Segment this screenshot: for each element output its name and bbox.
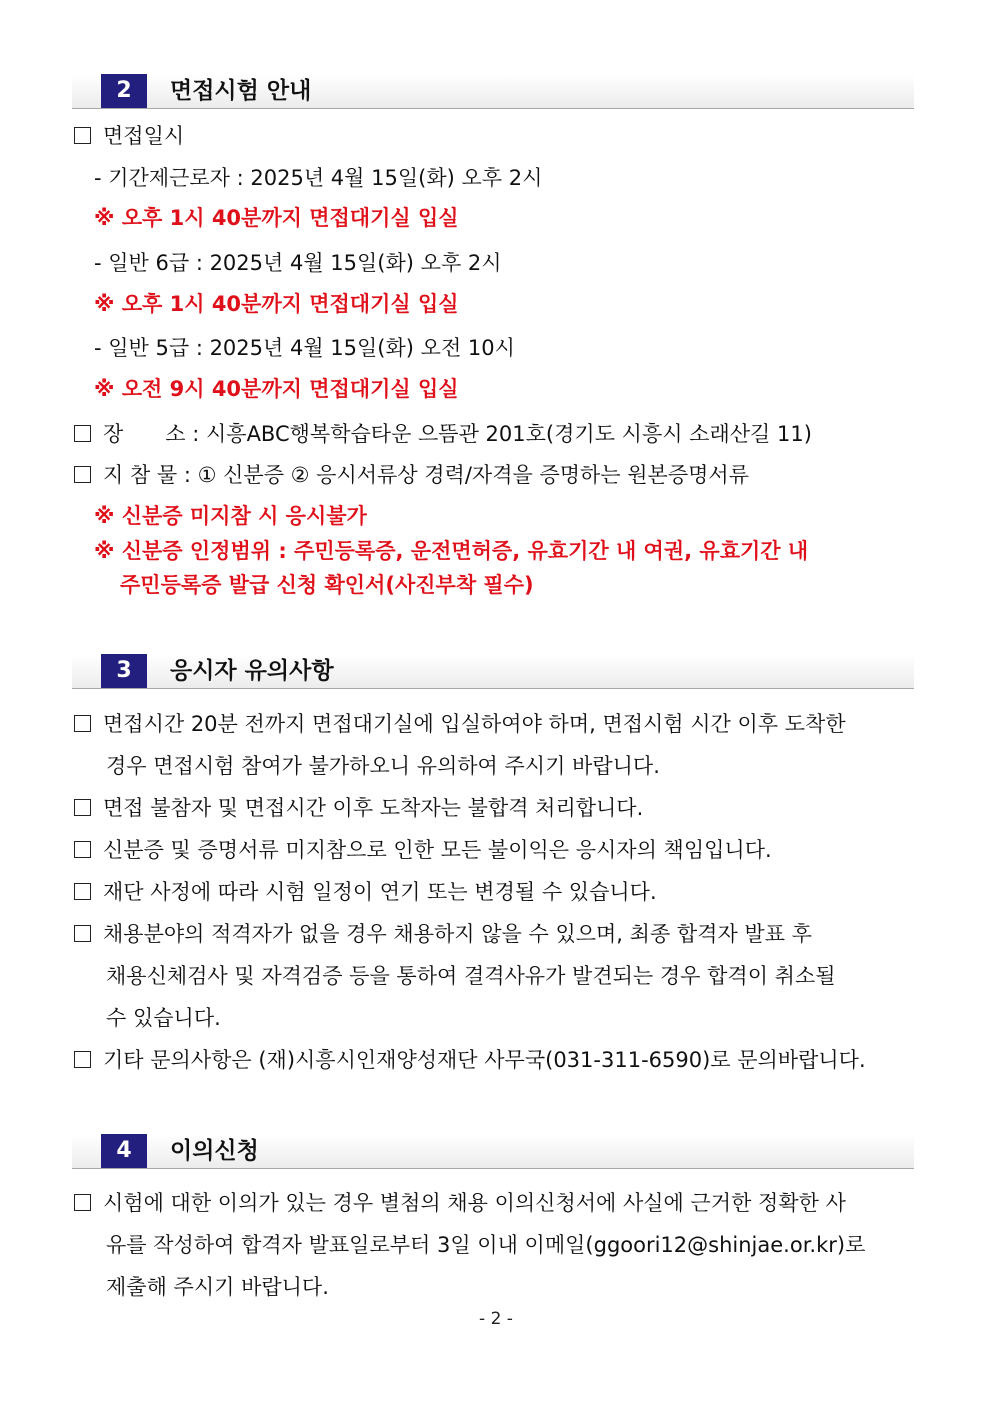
notice-text: 재단 사정에 따라 시험 일정이 연기 또는 변경될 수 있습니다. <box>103 880 657 904</box>
item-label: 면접일시 <box>103 124 185 148</box>
checkbox-bullet-icon <box>74 466 91 483</box>
appeal-instructions-cont: 유를 작성하여 합격자 발표일로부터 3일 이내 이메일(ggoori12@shinjae.or.kr)로 <box>106 1233 866 1257</box>
item-place <box>74 421 812 447</box>
schedule-grade6: - 일반 6급 : 2025년 4월 15일(화) 오후 2시 <box>94 251 502 275</box>
id-note: ※ 신분증 미지참 시 응시불가 <box>94 504 367 528</box>
page-number: - 2 - <box>479 1309 513 1329</box>
notice-contact <box>74 1047 866 1073</box>
notice-text: 면접 불참자 및 면접시간 이후 도착자는 불합격 처리합니다. <box>103 796 644 820</box>
appeal-text: 시험에 대한 이의가 있는 경우 별첨의 채용 이의신청서에 사실에 근거한 정확한 사 <box>103 1191 846 1215</box>
notice-schedule-change <box>74 879 657 905</box>
notice-id-responsibility <box>74 837 772 863</box>
id-scope-note: ※ 신분증 인정범위 : 주민등록증, 운전면허증, 유효기간 내 여권, 유효기간 내 <box>94 539 809 563</box>
schedule-note: ※ 오후 1시 40분까지 면접대기실 입실 <box>94 292 459 316</box>
checkbox-bullet-icon <box>74 127 91 144</box>
section-number: 2 <box>101 74 147 108</box>
section-4-header <box>72 1134 914 1170</box>
id-scope-note-cont: 주민등록증 발급 신청 확인서(사진부착 필수) <box>120 573 534 597</box>
item-text: 장 소 : 시흥ABC행복학습타운 으뜸관 201호(경기도 시흥시 소래산길 11) <box>103 422 812 446</box>
notice-text: 면접시간 20분 전까지 면접대기실에 입실하여야 하며, 면접시험 시간 이후 도착한 <box>103 712 846 736</box>
notice-text: 기타 문의사항은 (재)시흥시인재양성재단 사무국(031-311-6590)로 문의바랍니다. <box>103 1048 866 1072</box>
section-title: 이의신청 <box>170 1138 259 1164</box>
appeal-instructions <box>74 1190 846 1216</box>
notice-arrival <box>74 711 846 737</box>
section-3-header <box>72 654 914 690</box>
checkbox-bullet-icon <box>74 841 91 858</box>
item-text: 지 참 물 : ① 신분증 ② 응시서류상 경력/자격을 증명하는 원본증명서류 <box>103 463 749 487</box>
section-title: 응시자 유의사항 <box>170 658 334 684</box>
schedule-contract: - 기간제근로자 : 2025년 4월 15일(화) 오후 2시 <box>94 166 543 190</box>
checkbox-bullet-icon <box>74 883 91 900</box>
item-required-documents <box>74 462 749 488</box>
section-number: 3 <box>101 654 147 688</box>
notice-no-hire-cont: 채용신체검사 및 자격검증 등을 통하여 결격사유가 발견되는 경우 합격이 취소될 <box>106 964 836 988</box>
notice-text: 채용분야의 적격자가 없을 경우 채용하지 않을 수 있으며, 최종 합격자 발표 후 <box>103 922 812 946</box>
schedule-grade5: - 일반 5급 : 2025년 4월 15일(화) 오전 10시 <box>94 336 515 360</box>
notice-arrival-cont: 경우 면접시험 참여가 불가하오니 유의하여 주시기 바랍니다. <box>106 754 660 778</box>
section-2-header <box>72 74 914 110</box>
checkbox-bullet-icon <box>74 1194 91 1211</box>
item-interview-datetime <box>74 123 184 149</box>
notice-no-hire <box>74 921 812 947</box>
checkbox-bullet-icon <box>74 715 91 732</box>
checkbox-bullet-icon <box>74 799 91 816</box>
checkbox-bullet-icon <box>74 925 91 942</box>
schedule-note: ※ 오후 1시 40분까지 면접대기실 입실 <box>94 206 459 230</box>
checkbox-bullet-icon <box>74 1051 91 1068</box>
appeal-instructions-cont: 제출해 주시기 바랍니다. <box>106 1275 329 1299</box>
schedule-note: ※ 오전 9시 40분까지 면접대기실 입실 <box>94 377 459 401</box>
section-number: 4 <box>101 1134 147 1168</box>
notice-text: 신분증 및 증명서류 미지참으로 인한 모든 불이익은 응시자의 책임입니다. <box>103 838 772 862</box>
notice-absence <box>74 795 643 821</box>
notice-no-hire-cont: 수 있습니다. <box>106 1006 221 1030</box>
checkbox-bullet-icon <box>74 425 91 442</box>
section-title: 면접시험 안내 <box>170 78 312 104</box>
